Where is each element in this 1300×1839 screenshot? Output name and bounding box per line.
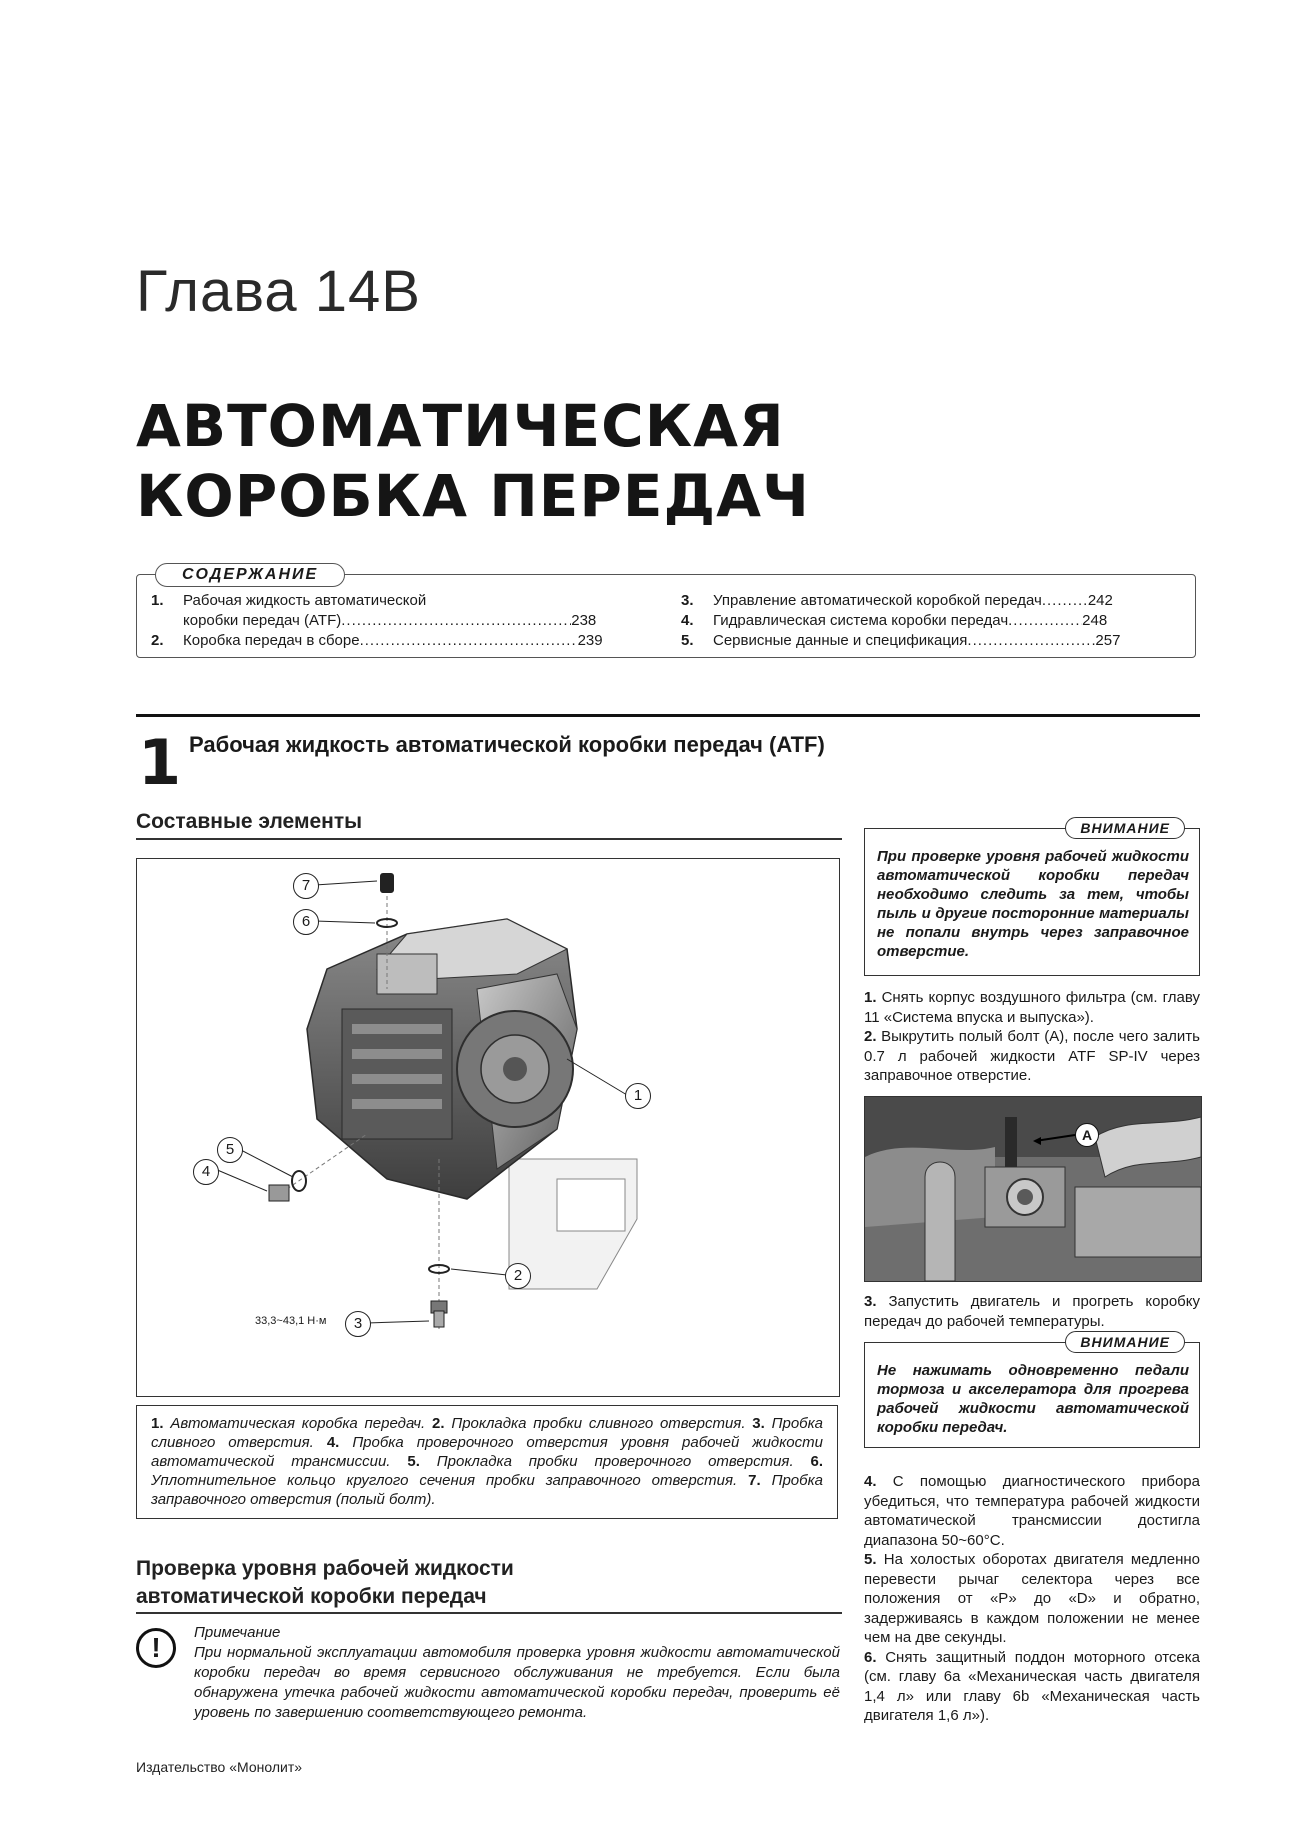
step-3	[864, 1292, 1200, 1331]
caption-num: 5.	[407, 1453, 420, 1470]
note-label: Примечание	[194, 1624, 281, 1641]
toc-item[interactable]	[681, 631, 1120, 651]
step-item	[864, 1292, 1200, 1331]
section-number: 1	[138, 726, 182, 799]
exclamation-icon: !	[136, 1628, 176, 1668]
toc-item-page: 238	[571, 612, 597, 629]
step-number: 1.	[864, 989, 877, 1006]
caption-num: 4.	[326, 1434, 340, 1451]
toc-item-text: Рабочая жидкость автоматической	[183, 592, 427, 609]
toc-item[interactable]	[681, 591, 1113, 611]
step-number: 3.	[864, 1293, 877, 1310]
warning-box	[864, 820, 1200, 976]
step-item	[864, 1550, 1200, 1648]
section-title: Рабочая жидкость автоматической коробки передач (ATF)	[189, 732, 825, 757]
caption-text: Уплотнительное кольцо круглого сечения пробки заправочного отверстия.	[151, 1472, 738, 1489]
check-heading-line1: Проверка уровня рабочей жидкости	[136, 1557, 514, 1580]
toc-item-text: коробки передач (ATF)	[183, 612, 342, 629]
toc-item[interactable]	[151, 631, 603, 651]
toc-item[interactable]	[681, 611, 1107, 631]
step-item	[864, 1472, 1200, 1550]
step-text: Снять защитный поддон моторного отсека (см. главу 6а «Механическая часть двигателя 1,4 л» или главу 6b «Механическая часть двигателя 1,6 л»).	[864, 1648, 1200, 1724]
toc-leader	[1008, 611, 1082, 631]
engine-bay-photo	[864, 1096, 1202, 1282]
warning-label: ВНИМАНИЕ	[1065, 817, 1185, 839]
caption-text: Прокладка пробки сливного отверстия.	[451, 1415, 746, 1432]
step-item	[864, 988, 1200, 1027]
toc-item-text: Управление автоматической коробкой передач	[713, 592, 1042, 609]
figure-caption	[136, 1405, 838, 1519]
toc-item-page: 242	[1087, 592, 1113, 609]
toc-item-number: 5.	[681, 632, 694, 649]
callout-2: 2	[505, 1263, 531, 1289]
transmission-illustration	[137, 859, 839, 1396]
toc-item-page: 239	[577, 632, 603, 649]
toc-item-text: Сервисные данные и спецификация	[713, 632, 968, 649]
step-number: 4.	[864, 1473, 877, 1490]
transmission-diagram	[136, 858, 840, 1397]
caption-text: Автоматическая коробка передач.	[170, 1415, 426, 1432]
toc-item-page: 248	[1082, 612, 1108, 629]
warning-box	[864, 1334, 1200, 1448]
chapter-title-line2: КОРОБКА ПЕРЕДАЧ	[136, 462, 810, 530]
caption-num: 6.	[810, 1453, 824, 1470]
toc-leader	[341, 611, 571, 631]
toc-item-number: 1.	[151, 592, 164, 609]
step-text: На холостых оборотах двигателя медленно перевести рычаг селектора через все положения от «P» до «D» и обратно, задерживаясь в каждом положении не менее чем на две секунды.	[864, 1551, 1200, 1646]
caption-text: Пробка проверочного отверстия уровня рабочей жидкости автоматической трансмиссии.	[151, 1434, 823, 1470]
toc-item-continued[interactable]	[183, 611, 596, 631]
torque-label: 33,3~43,1 Н·м	[255, 1315, 327, 1327]
chapter-label: Глава 14B	[136, 259, 421, 324]
note-text: При нормальной эксплуатации автомобиля проверка уровня жидкости автоматической коробки передач во время сервисного обслуживания не требуется. Если была обнаружена утечка рабочей жидкости автоматической коробки передач, проверить её уровень по завершению соответствующего ремонта.	[194, 1644, 840, 1721]
callout-7: 7	[293, 873, 319, 899]
toc-leader	[360, 631, 578, 651]
toc-item-text: Коробка передач в сборе	[183, 632, 360, 649]
warning-text: При проверке уровня рабочей жидкости автоматической коробки передач необходимо следить за тем, чтобы пыль и другие посторонние материалы не попали внутрь через заправочное отверстие.	[877, 848, 1189, 960]
engine-bay-illustration	[865, 1097, 1201, 1281]
callout-6: 6	[293, 909, 319, 935]
section-rule	[136, 714, 1200, 717]
toc-item-text: Гидравлическая система коробки передач	[713, 612, 1009, 629]
check-heading-line2: автоматической коробки передач	[136, 1585, 487, 1608]
toc-item[interactable]	[151, 591, 426, 611]
step-item	[864, 1648, 1200, 1726]
warning-label: ВНИМАНИЕ	[1065, 1331, 1185, 1353]
toc-label: СОДЕРЖАНИЕ	[155, 563, 345, 587]
step-text: Снять корпус воздушного фильтра (см. главу 11 «Система впуска и выпуска»).	[864, 989, 1200, 1026]
step-item	[864, 1027, 1200, 1086]
components-heading: Составные элементы	[136, 810, 363, 833]
caption-text: Пробка заправочного отверстия (полый болт).	[151, 1472, 824, 1508]
components-heading-rule	[136, 838, 842, 840]
callout-3: 3	[345, 1311, 371, 1337]
caption-num: 2.	[432, 1415, 445, 1432]
caption-num: 7.	[748, 1472, 761, 1489]
warning-text: Не нажимать одновременно педали тормоза и акселератора для прогрева рабочей жидкости автоматической коробки передач.	[877, 1362, 1189, 1436]
caption-text: Прокладка пробки проверочного отверстия.	[436, 1453, 794, 1470]
step-text: Запустить двигатель и прогреть коробку передач до рабочей температуры.	[864, 1293, 1201, 1330]
callout-1: 1	[625, 1083, 651, 1109]
check-heading-rule	[136, 1612, 842, 1614]
photo-callout-a: A	[1075, 1123, 1099, 1147]
step-number: 2.	[864, 1028, 877, 1045]
step-number: 5.	[864, 1551, 877, 1568]
toc-item-number: 3.	[681, 592, 694, 609]
steps-4-6	[864, 1472, 1200, 1726]
step-text: С помощью диагностического прибора убедиться, что температура рабочей жидкости автоматической трансмиссии достигла диапазона 50~60°C.	[864, 1473, 1200, 1549]
toc-item-number: 4.	[681, 612, 694, 629]
callout-5: 5	[217, 1137, 243, 1163]
caption-text: Пробка сливного отверстия.	[151, 1415, 824, 1451]
step-number: 6.	[864, 1648, 877, 1666]
callout-4: 4	[193, 1159, 219, 1185]
chapter-title-line1: АВТОМАТИЧЕСКАЯ	[136, 392, 785, 460]
step-text: Выкрутить полый болт (A), после чего залить 0.7 л рабочей жидкости ATF SP-IV через заправочное отверстие.	[864, 1028, 1200, 1084]
publisher-footer: Издательство «Монолит»	[136, 1759, 303, 1775]
steps-1-2	[864, 988, 1200, 1086]
table-of-contents	[136, 566, 1196, 658]
toc-leader	[967, 631, 1095, 651]
toc-item-number: 2.	[151, 632, 164, 649]
caption-num: 3.	[752, 1415, 765, 1432]
caption-num: 1.	[151, 1415, 164, 1432]
toc-item-page: 257	[1095, 632, 1121, 649]
toc-leader	[1042, 591, 1088, 611]
